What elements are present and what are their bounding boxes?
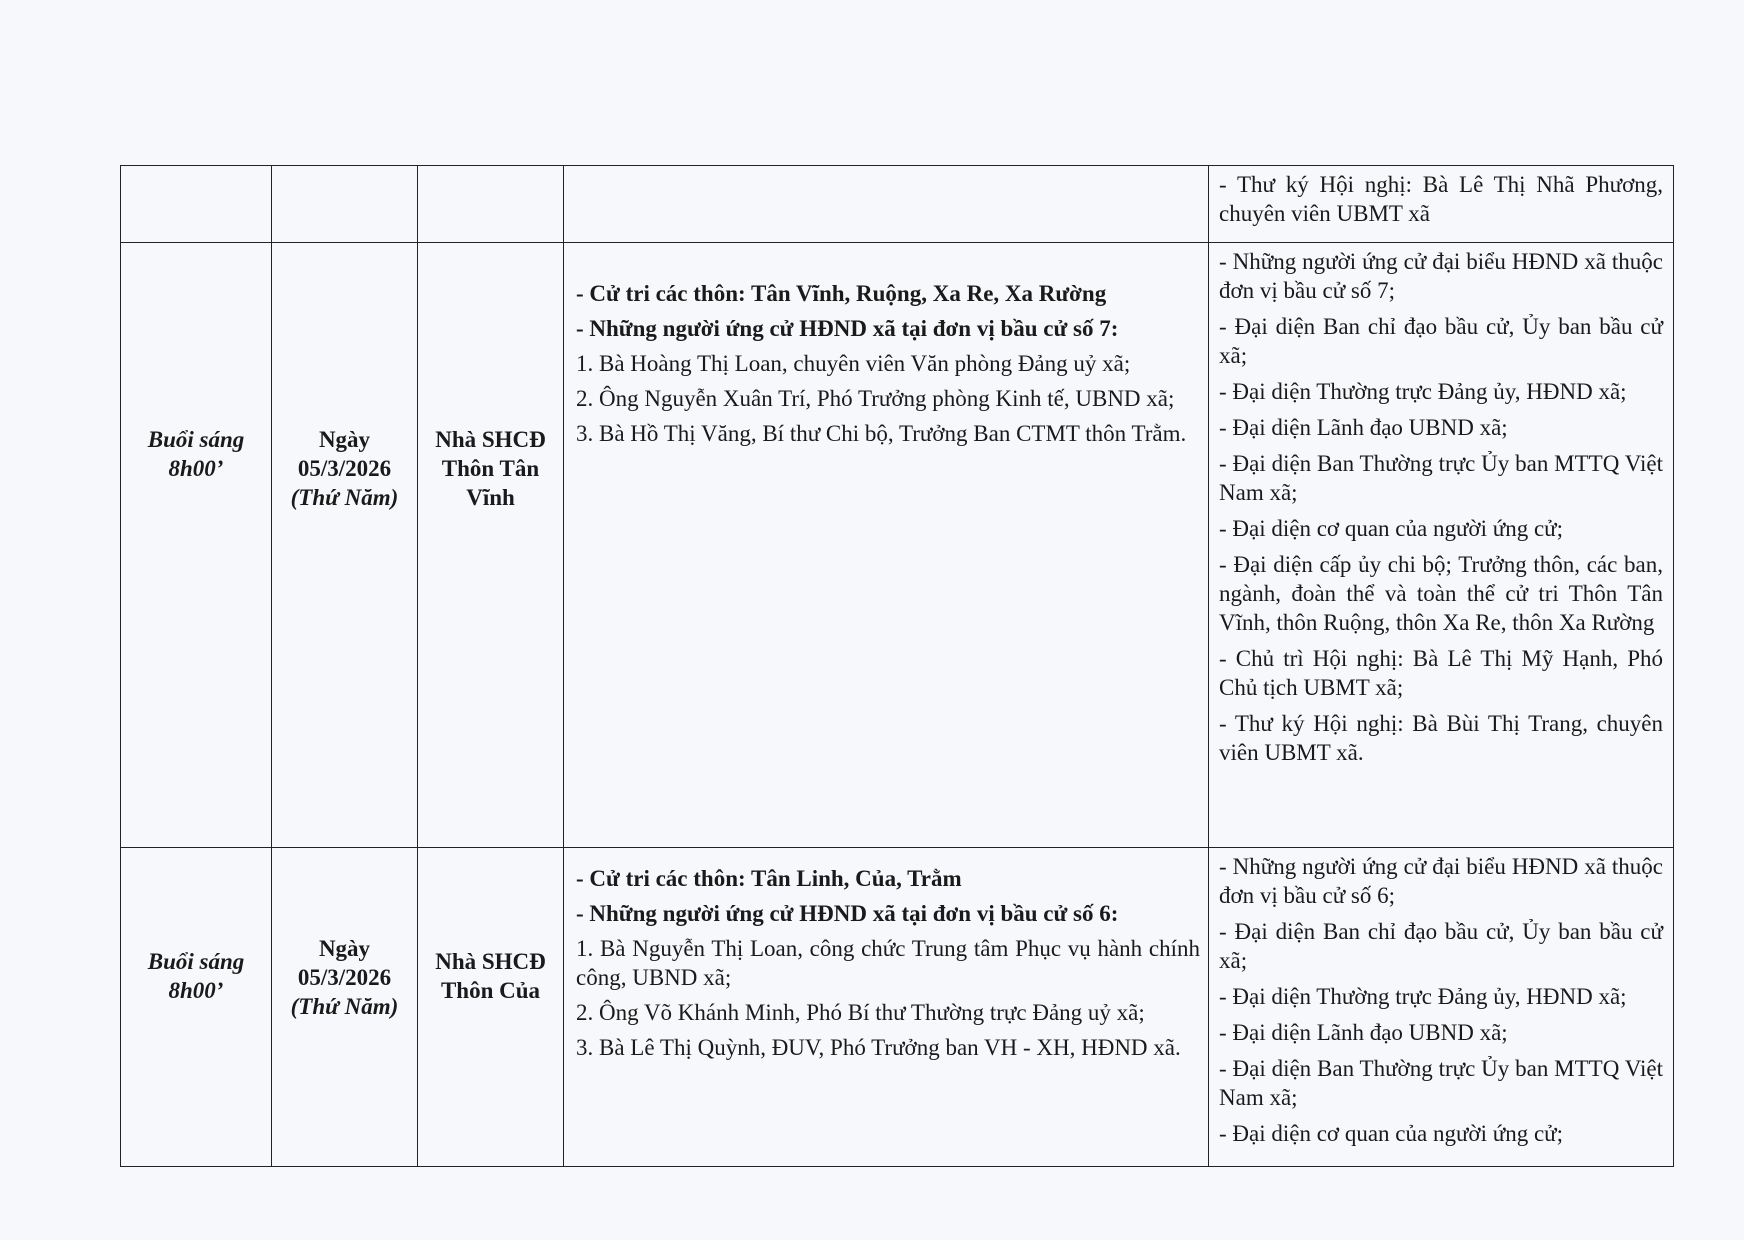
- venue: Nhà SHCĐ Thôn Của: [435, 949, 546, 1003]
- component-item: - Đại diện Ban Thường trực Ủy ban MTTQ Việt Nam xã;: [1219, 1056, 1663, 1110]
- schedule-table: [120, 165, 1674, 1167]
- date-label: Ngày: [318, 935, 371, 961]
- weekday: (Thứ Năm): [290, 993, 399, 1019]
- candidate-item: 1. Bà Nguyễn Thị Loan, công chức Trung tâm Phục vụ hành chính công, UBND xã;: [576, 936, 1200, 990]
- component-item: - Đại diện Thường trực Đảng ủy, HĐND xã;: [1219, 984, 1627, 1009]
- place-cell: [418, 848, 564, 1167]
- candidate-item: 3. Bà Lê Thị Quỳnh, ĐUV, Phó Trưởng ban VH - XH, HĐND xã.: [576, 1035, 1181, 1060]
- component-item: - Đại diện Thường trực Đảng ủy, HĐND xã;: [1219, 379, 1627, 404]
- content-cell: [564, 848, 1209, 1167]
- voters-heading: - Cử tri các thôn: Tân Vĩnh, Ruộng, Xa Re, Xa Rường: [576, 281, 1107, 306]
- table-row: [121, 166, 1674, 243]
- date-cell: [272, 243, 418, 848]
- table-row: [121, 848, 1674, 1167]
- component-item: - Đại diện Lãnh đạo UBND xã;: [1219, 1020, 1508, 1045]
- component-item: - Đại diện cấp ủy chi bộ; Trưởng thôn, các ban, ngành, đoàn thể và toàn thể cử tri Thôn Tân Vĩnh, thôn Ruộng, thôn Xa Re, thôn Xa Rường: [1219, 552, 1663, 635]
- session-cell: [121, 243, 272, 848]
- place-cell: [418, 243, 564, 848]
- date-cell: [272, 848, 418, 1167]
- voters-heading: - Cử tri các thôn: Tân Linh, Của, Trằm: [576, 866, 962, 891]
- component-item: - Những người ứng cử đại biểu HĐND xã thuộc đơn vị bầu cử số 7;: [1219, 249, 1663, 303]
- component-item: - Đại diện cơ quan của người ứng cử;: [1219, 516, 1564, 541]
- component-item: - Thư ký Hội nghị: Bà Bùi Thị Trang, chuyên viên UBMT xã.: [1219, 711, 1663, 765]
- venue: Nhà SHCĐ Thôn Tân Vĩnh: [435, 427, 546, 510]
- components-cell: [1209, 166, 1674, 243]
- session-label: Buổi sáng 8h00’: [147, 949, 245, 1003]
- place-cell: [418, 166, 564, 243]
- component-item: - Đại diện Ban Thường trực Ủy ban MTTQ Việt Nam xã;: [1219, 451, 1663, 505]
- content-cell: [564, 243, 1209, 848]
- candidate-item: 3. Bà Hồ Thị Văng, Bí thư Chi bộ, Trưởng Ban CTMT thôn Trằm.: [576, 421, 1187, 446]
- session-label: Buổi sáng 8h00’: [147, 427, 245, 481]
- candidates-heading: - Những người ứng cử HĐND xã tại đơn vị bầu cử số 6:: [576, 901, 1119, 926]
- table-row: [121, 243, 1674, 848]
- component-item: - Đại diện Ban chỉ đạo bầu cử, Ủy ban bầu cử xã;: [1219, 314, 1663, 368]
- content-cell: [564, 166, 1209, 243]
- candidate-item: 2. Ông Nguyễn Xuân Trí, Phó Trưởng phòng Kinh tế, UBND xã;: [576, 386, 1175, 411]
- date-label: Ngày: [318, 427, 371, 452]
- component-item: - Những người ứng cử đại biểu HĐND xã thuộc đơn vị bầu cử số 6;: [1219, 854, 1663, 908]
- session-cell: [121, 166, 272, 243]
- candidate-item: 2. Ông Võ Khánh Minh, Phó Bí thư Thường trực Đảng uỷ xã;: [576, 1000, 1145, 1025]
- session-cell: [121, 848, 272, 1167]
- component-item: - Chủ trì Hội nghị: Bà Lê Thị Mỹ Hạnh, Phó Chủ tịch UBMT xã;: [1219, 646, 1663, 700]
- components-cell: [1209, 848, 1674, 1167]
- component-item: - Đại diện Ban chỉ đạo bầu cử, Ủy ban bầu cử xã;: [1219, 919, 1663, 973]
- component-item: - Đại diện Lãnh đạo UBND xã;: [1219, 415, 1508, 440]
- candidate-item: 1. Bà Hoàng Thị Loan, chuyên viên Văn phòng Đảng uỷ xã;: [576, 351, 1131, 376]
- component-item: - Đại diện cơ quan của người ứng cử;: [1219, 1121, 1564, 1146]
- date-value: 05/3/2026: [297, 456, 392, 481]
- document-page: [120, 165, 1673, 1167]
- candidates-heading: - Những người ứng cử HĐND xã tại đơn vị bầu cử số 7:: [576, 316, 1119, 341]
- date-cell: [272, 166, 418, 243]
- components-cell: [1209, 243, 1674, 848]
- weekday: (Thứ Năm): [290, 485, 399, 510]
- component-item: - Thư ký Hội nghị: Bà Lê Thị Nhã Phương, chuyên viên UBMT xã: [1219, 172, 1663, 226]
- date-value: 05/3/2026: [297, 964, 392, 990]
